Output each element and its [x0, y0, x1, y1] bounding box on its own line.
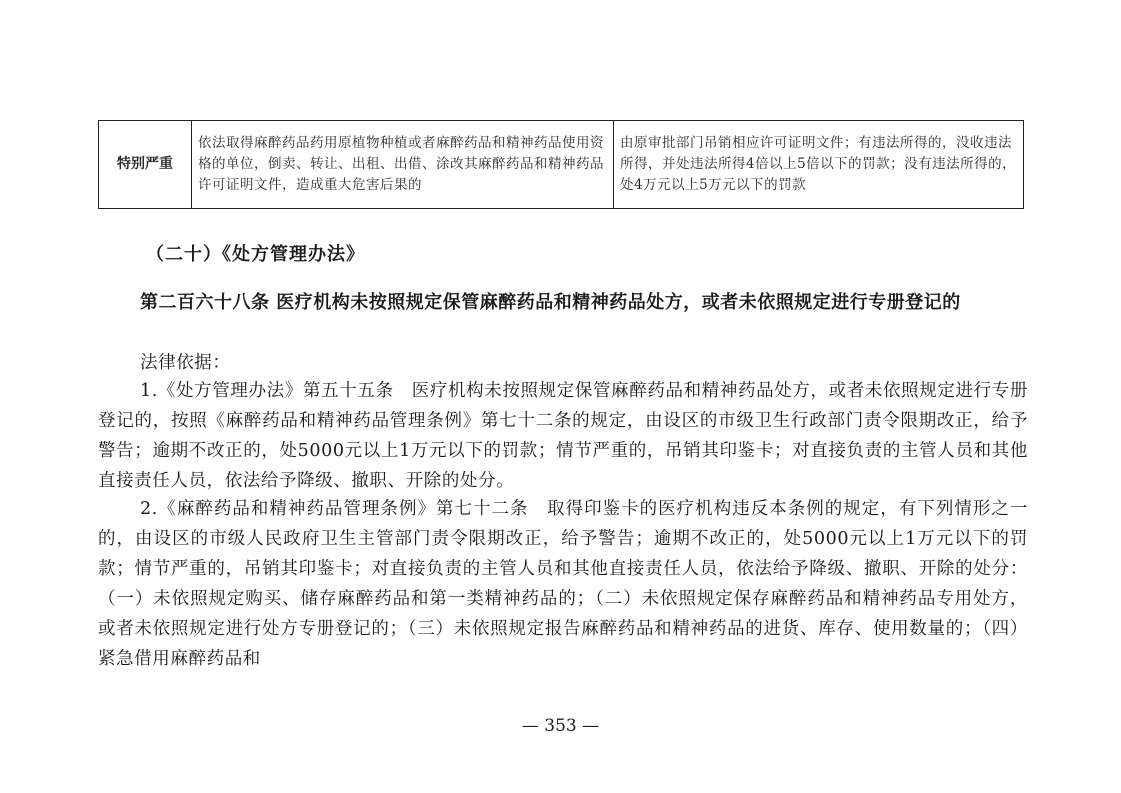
legal-basis-item-2: 2.《麻醉药品和精神药品管理条例》第七十二条 取得印鉴卡的医疗机构违反本条例的规定，有下列情形之一的，由设区的市级人民政府卫生主管部门责令限期改正，给予警告；逾期不改正的，处5000元以上1万元以下的罚款；情节严重的，吊销其印鉴卡；对直接负责的主管人员和其他直接责任人员，依法给予降级、撤职、开除的处分：（一）未依照规定购买、储存麻醉药品和第一类精神药品的；（二）未依照规定保存麻醉药品和精神药品专用处方，或者未依照规定进行处方专册登记的；（三）未依照规定报告麻醉药品和精神药品的进货、库存、使用数量的；（四）紧急借用麻醉药品和 [98, 499, 1028, 669]
table-row [99, 121, 1024, 209]
page-number: — 353 — [521, 716, 600, 736]
penalty-table [98, 120, 1024, 209]
section-heading: （二十）《处方管理办法》 [146, 244, 365, 265]
legal-basis-label: 法律依据： [140, 353, 231, 373]
penalty-measure-cell: 由原审批部门吊销相应许可证明文件；有违法所得的，没收违法所得，并处违法所得4倍以上5倍以下的罚款；没有违法所得的，处4万元以上5万元以下的罚款 [614, 121, 1024, 209]
severity-level-cell: 特别严重 [99, 121, 192, 209]
legal-basis-item-1: 1.《处方管理办法》第五十五条 医疗机构未按照规定保管麻醉药品和精神药品处方，或者未依照规定进行专册登记的，按照《麻醉药品和精神药品管理条例》第七十二条的规定，由设区的市级卫生行政部门责令限期改正，给予警告；逾期不改正的，处5000元以上1万元以下的罚款；情节严重的，吊销其印鉴卡；对直接负责的主管人员和其他直接责任人员，依法给予降级、撤职、开除的处分。 [98, 381, 1028, 491]
article-title: 第二百六十八条 医疗机构未按照规定保管麻醉药品和精神药品处方，或者未依照规定进行专册登记的 [140, 292, 961, 313]
violation-situation-cell: 依法取得麻醉药品药用原植物种植或者麻醉药品和精神药品使用资格的单位，倒卖、转让、出租、出借、涂改其麻醉药品和精神药品许可证明文件，造成重大危害后果的 [192, 121, 614, 209]
